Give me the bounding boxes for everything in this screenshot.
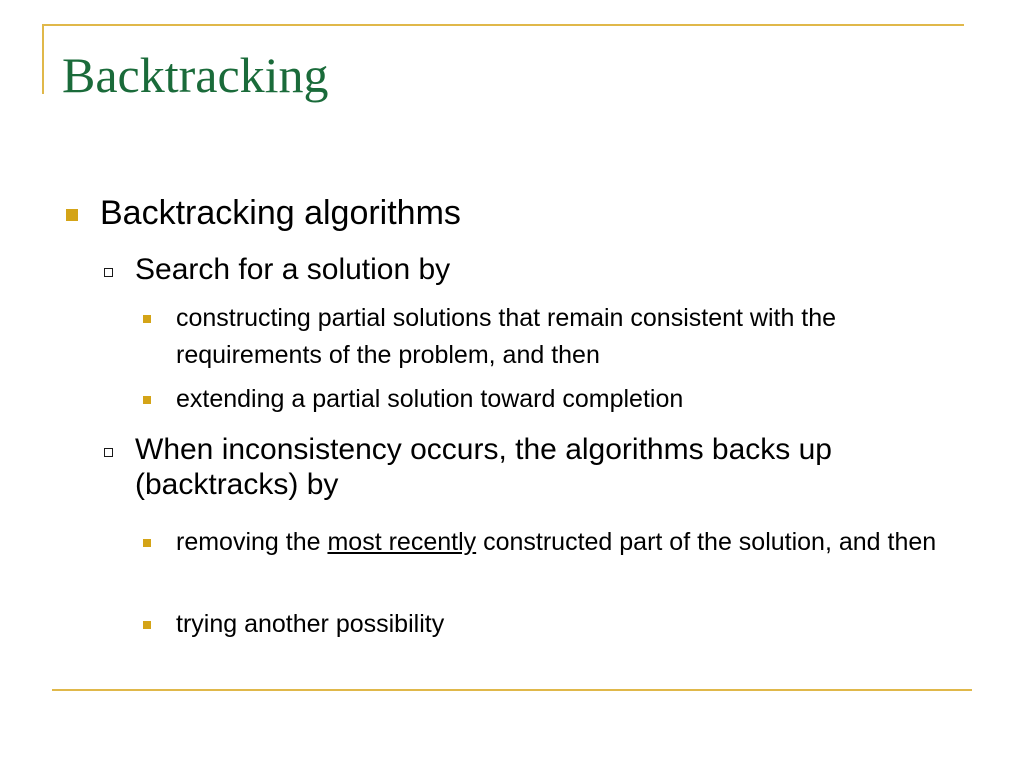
bullet-level3	[143, 524, 973, 561]
bullet-level1	[66, 193, 461, 233]
text-run: removing the	[176, 528, 328, 556]
frame-left-rule	[42, 24, 44, 94]
bullet-level3	[143, 300, 973, 374]
bullet-text: When inconsistency occurs, the algorithms backs up (backtracks) by	[135, 433, 832, 501]
bullet-text: extending a partial solution toward completion	[176, 385, 684, 413]
bullet-level2	[104, 432, 964, 502]
frame-top-rule	[42, 24, 964, 26]
frame-bottom-rule	[52, 689, 972, 691]
square-bullet-icon	[143, 621, 151, 629]
square-bullet-icon	[143, 539, 151, 547]
bullet-text: trying another possibility	[176, 610, 445, 638]
bullet-text: constructing partial solutions that remain consistent with the requirements of the problem, and then	[176, 304, 837, 369]
bullet-text: Backtracking algorithms	[100, 194, 461, 232]
square-bullet-icon	[143, 315, 151, 323]
square-bullet-icon	[143, 396, 151, 404]
bullet-text: Search for a solution by	[135, 253, 451, 286]
hollow-square-bullet-icon	[104, 448, 113, 457]
hollow-square-bullet-icon	[104, 268, 113, 277]
square-bullet-icon	[66, 209, 78, 221]
bullet-level2	[104, 252, 964, 287]
bullet-level3	[143, 381, 973, 418]
bullet-text	[176, 524, 936, 561]
slide-title: Backtracking	[62, 47, 329, 103]
underlined-emphasis: most recently	[327, 528, 477, 556]
bullet-level3	[143, 606, 973, 643]
text-run: constructed part of the solution, and then	[476, 528, 937, 556]
